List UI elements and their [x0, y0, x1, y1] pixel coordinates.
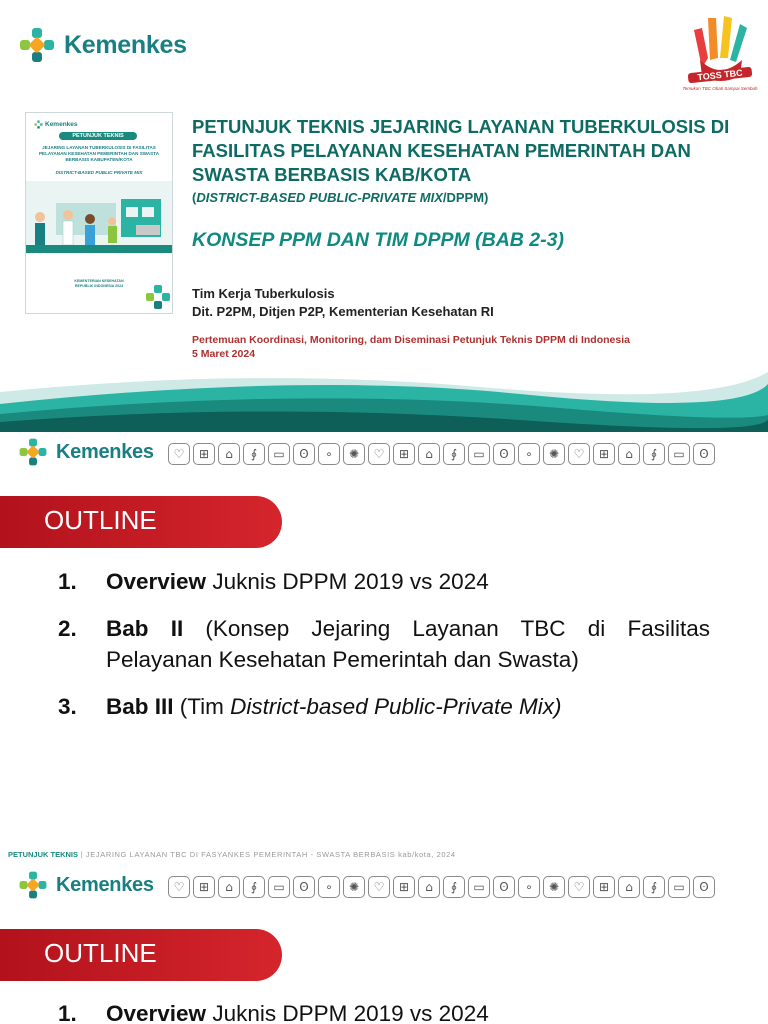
pills-icon: ∘ [318, 876, 340, 898]
toss-tbc-tagline: Temukan TBC Obati Sampai Sembuh [682, 86, 758, 91]
outline-slide-repeat [0, 866, 768, 1024]
hospital-icon: ⌂ [418, 443, 440, 465]
kemenkes-logo-icon [18, 26, 56, 64]
pills-icon: ∘ [318, 443, 340, 465]
cover-title: JEJARING LAYANAN TUBERKULOSIS DI FASILITAS PELAYANAN KESEHATAN PEMERINTAH DAN SWASTA BERBASIS KABUPATEN/KOTA [38, 145, 160, 162]
kemenkes-logo-icon [18, 870, 48, 900]
wave-decoration [0, 362, 768, 432]
medkit-icon: ⊞ [193, 876, 215, 898]
lungs-icon: ʘ [293, 443, 315, 465]
cover-illustration [26, 181, 172, 271]
stethoscope-icon: ∮ [243, 876, 265, 898]
outline-heading: OUTLINE [44, 505, 157, 535]
topic-title: KONSEP PPM DAN TIM DPPM (BAB 2-3) [192, 229, 564, 251]
outline-slide [0, 434, 768, 864]
raised-hands-icon [680, 10, 760, 96]
meeting-date: 5 Maret 2024 [192, 348, 256, 360]
outline-list [58, 998, 710, 1024]
kemenkes-logo-text: Kemenkes [64, 30, 187, 59]
cover-publisher: KEMENTERIAN KESEHATAN REPUBLIK INDONESIA 2024 [74, 279, 124, 288]
stethoscope-icon: ∮ [443, 443, 465, 465]
cover-badge: PETUNJUK TEKNIS [59, 132, 137, 140]
title-slide [0, 0, 768, 432]
virus-icon: ✺ [343, 876, 365, 898]
ambulance-icon: ▭ [268, 876, 290, 898]
outline-item: 1. Overview Juknis DPPM 2019 vs 2024 [58, 569, 489, 594]
medkit-icon: ⊞ [593, 443, 615, 465]
ambulance-icon: ▭ [668, 443, 690, 465]
toss-tbc-logo [680, 10, 760, 96]
medkit-icon: ⊞ [393, 443, 415, 465]
team-name: Tim Kerja Tuberkulosis [192, 286, 335, 301]
ambulance-icon: ▭ [668, 876, 690, 898]
guideline-cover-thumbnail [25, 112, 173, 314]
stethoscope-icon: ∮ [643, 876, 665, 898]
heart-icon: ♡ [368, 443, 390, 465]
presenter-info [192, 285, 494, 321]
hospital-icon: ⌂ [418, 876, 440, 898]
outline-item: 1. Overview Juknis DPPM 2019 vs 2024 [58, 1001, 489, 1024]
toss-tbc-label: TOSS TBC [688, 67, 753, 84]
document-subtitle: (DISTRICT-BASED PUBLIC-PRIVATE MIX/DPPM) [192, 190, 489, 205]
cover-brand: Kemenkes [34, 120, 78, 129]
pills-icon: ∘ [518, 876, 540, 898]
stethoscope-icon: ∮ [243, 443, 265, 465]
lungs-icon: ʘ [493, 443, 515, 465]
stethoscope-icon: ∮ [443, 876, 465, 898]
cover-corner-mark-icon [146, 285, 170, 309]
hospital-icon: ⌂ [218, 876, 240, 898]
health-icon-strip [168, 876, 715, 898]
virus-icon: ✺ [543, 876, 565, 898]
hospital-icon: ⌂ [618, 876, 640, 898]
heart-icon: ♡ [168, 443, 190, 465]
slide-footer: PETUNJUK TEKNIS | JEJARING LAYANAN TBC DI FASYANKES PEMERINTAH - SWASTA BERBASIS kab/kota, 2024 [8, 850, 456, 859]
document-title: PETUNJUK TEKNIS JEJARING LAYANAN TUBERKULOSIS DI FASILITAS PELAYANAN KESEHATAN PEMERINTAH DAN SWASTA BERBASIS KAB/KOTA [192, 116, 730, 185]
lungs-icon: ʘ [693, 876, 715, 898]
heart-icon: ♡ [368, 876, 390, 898]
lungs-icon: ʘ [493, 876, 515, 898]
medkit-icon: ⊞ [193, 443, 215, 465]
medkit-icon: ⊞ [393, 876, 415, 898]
meeting-name: Pertemuan Koordinasi, Monitoring, dam Diseminasi Petunjuk Teknis DPPM di Indonesia [192, 334, 630, 346]
pills-icon: ∘ [518, 443, 540, 465]
kemenkes-logo [18, 26, 187, 64]
cover-logo-icon [34, 120, 43, 129]
hospital-icon: ⌂ [218, 443, 240, 465]
ambulance-icon: ▭ [268, 443, 290, 465]
kemenkes-logo-text: Kemenkes [56, 873, 154, 896]
outline-heading: OUTLINE [44, 938, 157, 968]
outline-item: 3. Bab III (Tim District-based Public-Private Mix) [58, 694, 562, 719]
ambulance-icon: ▭ [468, 876, 490, 898]
lungs-icon: ʘ [293, 876, 315, 898]
outline-list [58, 566, 710, 738]
stethoscope-icon: ∮ [643, 443, 665, 465]
lungs-icon: ʘ [693, 443, 715, 465]
outline-banner [0, 929, 282, 981]
kemenkes-logo [18, 870, 154, 900]
ambulance-icon: ▭ [468, 443, 490, 465]
hospital-icon: ⌂ [618, 443, 640, 465]
heart-icon: ♡ [568, 443, 590, 465]
kemenkes-logo [18, 437, 154, 467]
outline-banner [0, 496, 282, 548]
team-unit: Dit. P2PM, Ditjen P2P, Kementerian Kesehatan RI [192, 304, 494, 319]
kemenkes-logo-icon [18, 437, 48, 467]
health-icon-strip [168, 443, 715, 465]
outline-item: 2. Bab II (Konsep Jejaring Layanan TBC di Fasilitas Pelayanan Kesehatan Pemerintah dan Swasta) [58, 616, 710, 672]
heart-icon: ♡ [568, 876, 590, 898]
meeting-info [192, 333, 630, 361]
virus-icon: ✺ [543, 443, 565, 465]
kemenkes-logo-text: Kemenkes [56, 440, 154, 463]
virus-icon: ✺ [343, 443, 365, 465]
medkit-icon: ⊞ [593, 876, 615, 898]
heart-icon: ♡ [168, 876, 190, 898]
cover-subtitle: DISTRICT-BASED PUBLIC PRIVATE MIX [55, 170, 143, 175]
